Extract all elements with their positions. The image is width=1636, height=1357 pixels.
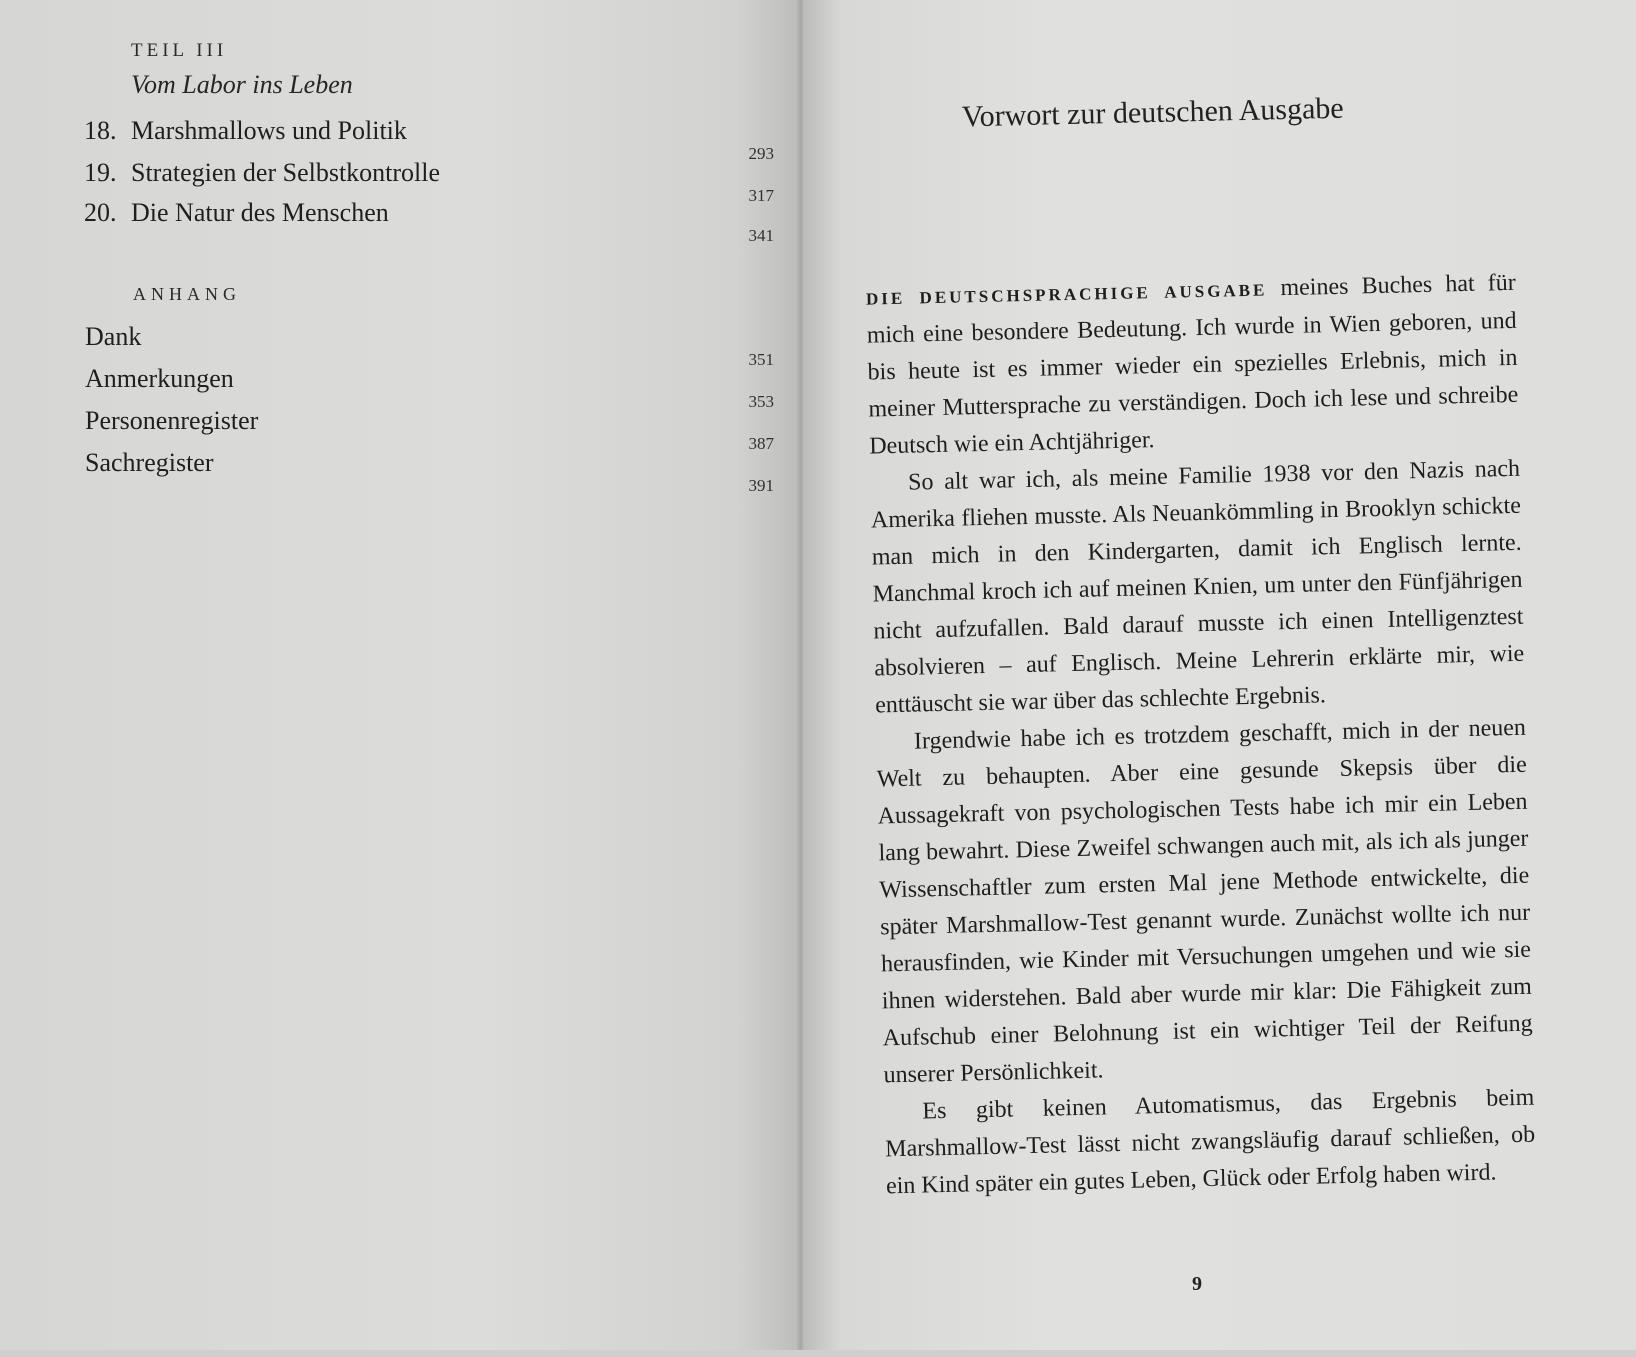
chapter-title: Die Natur des Menschen bbox=[131, 198, 389, 227]
chapter-page: 293 bbox=[748, 144, 774, 163]
toc-appendix-anmerkungen bbox=[84, 364, 774, 411]
chapter-number: 18. bbox=[84, 116, 117, 145]
chapter-title: Strategien der Selbstkontrolle bbox=[131, 158, 441, 187]
paragraph-1-text: meines Buches hat für mich eine besondere Bedeutung. Ich wurde in Wien geboren, und bis heute ist es immer wieder ein spezielles Erlebnis, mich in meiner Muttersprache zu verständigen. Doch ich lese und schreibe Deutsch wie ein Achtjähriger. bbox=[866, 269, 1519, 460]
paragraph-3: Irgendwie habe ich es trotzdem geschafft, mich in der neuen Welt zu behaupten. Aber eine gesunde Skepsis über die Aussagekraft von psychologischen Tests habe ich mir ein Leben lang bewahrt. Diese Zweifel schwangen auch mit, als ich als junger Wissenschaftler zum ersten Mal jene Methode entwickelte, die später Marshmallow-Test genannt wurde. Zunächst wollte ich nur herausfinden, wie Kinder mit Versuchungen umgehen und wie sie ihnen widerstehen. Bald aber wurde mir klar: Die Fähigkeit zum Aufschub einer Belohnung ist ein wichtiger Teil der Reifung unserer Persönlichkeit. bbox=[876, 714, 1533, 1089]
appendix-title: Personenregister bbox=[85, 406, 259, 435]
part-label: TEIL III bbox=[131, 40, 228, 61]
toc-appendix-dank bbox=[84, 322, 774, 369]
foreword-body bbox=[866, 265, 1537, 1206]
appendix-title: Sachregister bbox=[85, 448, 214, 477]
chapter-title: Marshmallows und Politik bbox=[131, 116, 407, 145]
chapter-page: 317 bbox=[748, 186, 774, 205]
appendix-title: Anmerkungen bbox=[85, 364, 234, 393]
chapter-number: 20. bbox=[84, 198, 117, 227]
appendix-page: 351 bbox=[748, 350, 774, 369]
left-page bbox=[0, 0, 800, 1350]
paragraph-1 bbox=[866, 265, 1520, 466]
toc-appendix-sachregister bbox=[84, 448, 774, 495]
appendix-page: 387 bbox=[748, 434, 774, 453]
foreword-title: Vorwort zur deutschen Ausgabe bbox=[961, 91, 1344, 134]
appendix-title: Dank bbox=[85, 322, 142, 351]
book-gutter bbox=[797, 0, 805, 1350]
appendix-label: ANHANG bbox=[133, 284, 241, 304]
appendix-page: 391 bbox=[748, 476, 774, 495]
toc-appendix-personenregister bbox=[84, 406, 774, 453]
chapter-number: 19. bbox=[84, 158, 117, 187]
table-of-contents bbox=[0, 0, 800, 1350]
paragraph-4: Es gibt keinen Automatismus, das Ergebnis beim Marshmallow-Test lässt nicht zwangsläufig darauf schließen, ob ein Kind später ein gutes Leben, Glück oder Erfolg haben wird. bbox=[884, 1084, 1536, 1200]
toc-chapter-19 bbox=[84, 158, 774, 205]
paragraph-2: So alt war ich, als meine Familie 1938 vor den Nazis nach Amerika fliehen musste. Als Neuankömmling in Brooklyn schickte man mich in den Kindergarten, damit ich Englisch lernte. Manchmal kroch ich auf meinen Knien, um unter den Fünfjährigen nicht aufzufallen. Bald darauf musste ich einen Intelligenztest absolvieren – auf Englisch. Meine Lehrerin erklärte mir, wie enttäuscht sie war über das schlechte Ergebnis. bbox=[870, 455, 1525, 719]
appendix-page: 353 bbox=[748, 392, 774, 411]
foreword bbox=[859, 0, 1545, 1357]
part-title: Vom Labor ins Leben bbox=[131, 70, 353, 99]
lead-in: DIE DEUTSCHSPRACHIGE AUSGABE bbox=[865, 280, 1268, 309]
page-number: 9 bbox=[1192, 1273, 1202, 1295]
chapter-page: 341 bbox=[748, 226, 774, 245]
toc-chapter-20 bbox=[84, 198, 774, 245]
toc-chapter-18 bbox=[84, 116, 774, 163]
